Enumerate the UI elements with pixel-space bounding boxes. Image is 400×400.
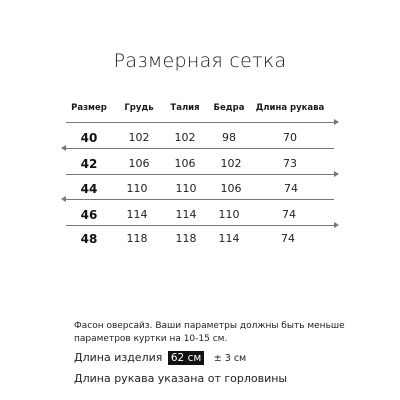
header-sleeve-length: Длина рукава (255, 103, 325, 113)
cell-chest: 114 (126, 208, 148, 221)
length-value-badge: 62 см (168, 351, 204, 365)
divider-arrow-icon (61, 145, 66, 151)
page-title: Размерная сетка (113, 50, 287, 72)
product-length (74, 351, 246, 365)
header-waist: Талия (170, 103, 200, 113)
header-chest: Грудь (124, 103, 154, 113)
sleeve-note: Длина рукава указана от горловины (74, 372, 288, 385)
cell-size: 48 (80, 232, 98, 246)
cell-chest: 106 (128, 157, 150, 170)
table-row (0, 232, 400, 262)
cell-sleeve: 74 (282, 208, 296, 221)
cell-size: 44 (80, 182, 98, 196)
cell-size: 40 (80, 131, 98, 145)
cell-waist: 118 (175, 232, 197, 245)
table-divider (66, 225, 334, 226)
table-divider (66, 148, 334, 149)
table-divider (66, 174, 334, 175)
length-label: Длина изделия (74, 351, 163, 364)
cell-chest: 102 (128, 131, 150, 144)
cell-sleeve: 73 (283, 157, 297, 170)
divider-arrow-icon (334, 171, 339, 177)
fit-note: Фасон оверсайз. Ваши параметры должны быть меньше параметров куртки на 10-15 см. (74, 321, 345, 344)
cell-size: 42 (80, 157, 98, 171)
cell-sleeve: 70 (283, 131, 297, 144)
table-divider (66, 199, 334, 200)
cell-hips: 114 (218, 232, 240, 245)
divider-arrow-icon (334, 222, 339, 228)
table-divider (66, 122, 334, 123)
cell-waist: 102 (174, 131, 196, 144)
cell-waist: 114 (175, 208, 197, 221)
header-size: Размер (71, 103, 107, 113)
cell-waist: 110 (175, 182, 197, 195)
cell-chest: 118 (126, 232, 148, 245)
cell-hips: 102 (220, 157, 242, 170)
length-tolerance: ± 3 см (213, 353, 247, 364)
table-header-row (0, 103, 400, 117)
cell-chest: 110 (126, 182, 148, 195)
cell-hips: 106 (220, 182, 242, 195)
cell-hips: 110 (218, 208, 240, 221)
divider-arrow-icon (334, 119, 339, 125)
divider-arrow-icon (61, 196, 66, 202)
cell-sleeve: 74 (281, 232, 295, 245)
cell-sleeve: 74 (284, 182, 298, 195)
cell-waist: 106 (174, 157, 196, 170)
cell-size: 46 (80, 208, 98, 222)
cell-hips: 98 (222, 131, 236, 144)
header-hips: Бедра (213, 103, 245, 113)
